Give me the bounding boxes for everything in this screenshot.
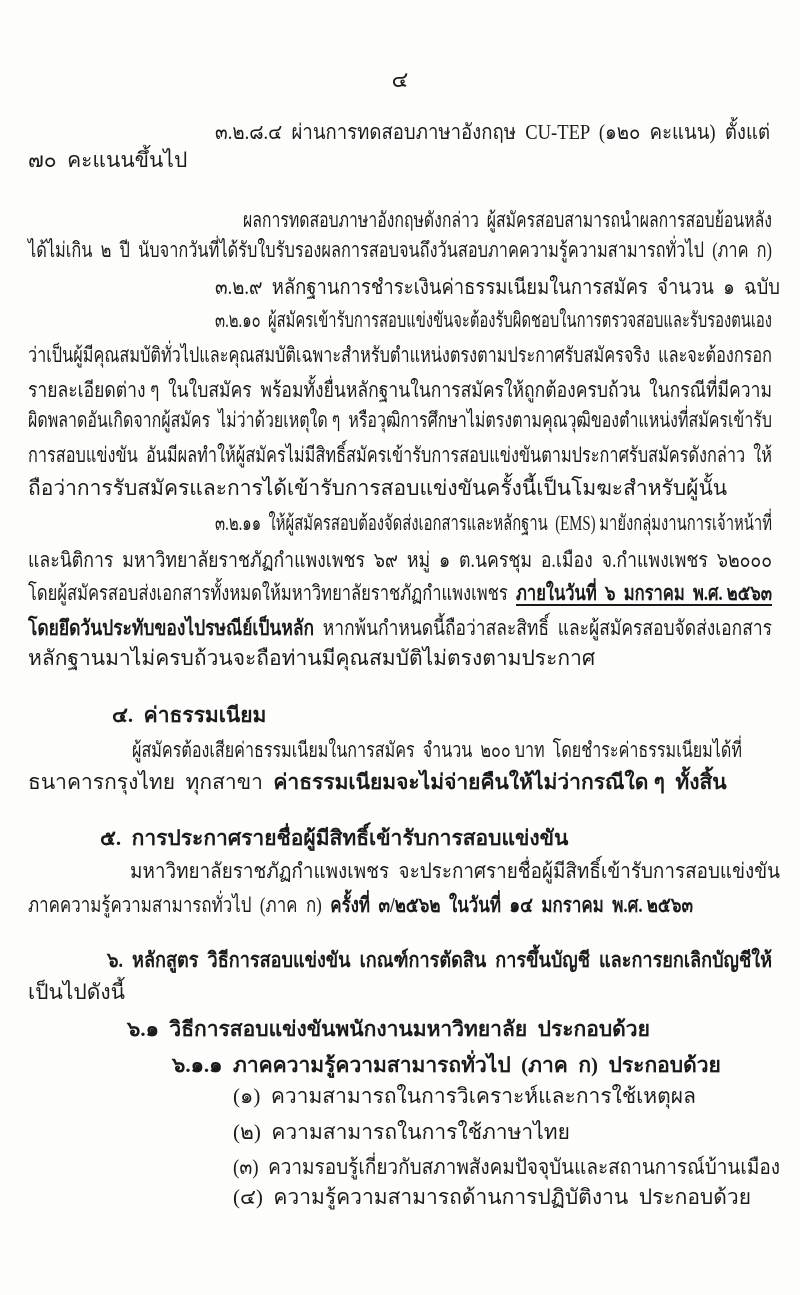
- text-line: [233, 1182, 751, 1212]
- text-segment: ผู้สมัครต้องเสียค่าธรรมเนียมในการสมัคร จำนวน ๒๐๐ บาท โดยชำระค่าธรรมเนียมได้ที่: [132, 738, 742, 762]
- text-segment: ๔. ค่าธรรมเนียม: [112, 703, 267, 727]
- text-line: [28, 405, 772, 435]
- text-line: [127, 1014, 650, 1044]
- text-line: [243, 205, 772, 235]
- text-line: [28, 235, 772, 265]
- text-line: [28, 440, 772, 470]
- text-segment: ถือว่าการรับสมัครและการได้เข้ารับการสอบแข่งขันครั้งนี้เป็นโมฆะสำหรับผู้นั้น: [28, 476, 728, 500]
- text-segment: หลักฐานมาไม่ครบถ้วนจะถือท่านมีคุณสมบัติไม่ตรงตามประกาศ: [28, 646, 596, 670]
- text-segment: ครั้งที่ ๓/๒๕๖๒ ในวันที่ ๑๔ มกราคม พ.ศ. ๒๕๖๓: [330, 893, 693, 917]
- text-segment: เป็นไปดังนี้: [28, 980, 126, 1004]
- text-segment: หากพ้นกำหนดนี้ถือว่าสละสิทธิ์ และผู้สมัครสอบจัดส่งเอกสาร: [314, 616, 772, 640]
- text-segment: โดยยึดวันประทับของไปรษณีย์เป็นหลัก: [28, 616, 315, 640]
- text-line: [28, 473, 727, 503]
- text-segment: ๖.๑ วิธีการสอบแข่งขันพนักงานมหาวิทยาลัย ประกอบด้วย: [127, 1017, 650, 1041]
- text-line: [28, 613, 772, 643]
- text-line: [112, 700, 266, 730]
- text-segment: ๖. หลักสูตร วิธีการสอบแข่งขัน เกณฑ์การตัดสิน การขึ้นบัญชี และการยกเลิกบัญชีให้: [107, 948, 772, 972]
- text-segment: ค่าธรรมเนียมจะไม่จ่ายคืนให้ไม่ว่ากรณีใด ๆ ทั้งสิ้น: [273, 770, 727, 794]
- text-line: [100, 823, 568, 853]
- text-segment: ๗๐ คะแนนขึ้นไป: [28, 148, 188, 172]
- text-segment: ๖.๑.๑ ภาคความรู้ความสามารถทั่วไป (ภาค ก) ประกอบด้วย: [172, 1053, 721, 1077]
- text-line: [172, 1050, 721, 1080]
- text-segment: ๓.๒.๘.๔ ผ่านการทดสอบภาษาอังกฤษ CU-TEP (๑๒๐ คะแนน) ตั้งแต่: [215, 120, 770, 144]
- text-line: [233, 1117, 570, 1147]
- text-segment: (๒) ความสามารถในการใช้ภาษาไทย: [233, 1120, 570, 1144]
- text-segment: โดยผู้สมัครสอบส่งเอกสารทั้งหมดให้มหาวิทยาลัยราชภัฏกำแพงเพชร: [28, 581, 517, 605]
- text-line: [130, 856, 780, 886]
- text-line: [215, 508, 772, 538]
- text-segment: การสอบแข่งขัน อันมีผลทำให้ผู้สมัครไม่มีสิทธิ์สมัครเข้ารับการสอบแข่งขันตามประกาศรับสมัครดังกล่าว ให้: [28, 443, 772, 467]
- text-segment: ๓.๒.๙ หลักฐานการชำระเงินค่าธรรมเนียมในการสมัคร จำนวน ๑ ฉบับ: [215, 275, 780, 299]
- text-line: [215, 117, 770, 147]
- page-number: ๔: [391, 67, 409, 92]
- text-segment: (๓) ความรอบรู้เกี่ยวกับสภาพสังคมปัจจุบันและสถานการณ์บ้านเมือง: [233, 1155, 780, 1179]
- text-line: [132, 735, 742, 765]
- text-line: [28, 643, 595, 673]
- text-segment: ภาคความรู้ความสามารถทั่วไป (ภาค ก): [28, 893, 331, 917]
- text-segment: ว่าเป็นผู้มีคุณสมบัติทั่วไปและคุณสมบัติเฉพาะสำหรับตำแหน่งตรงตามประกาศรับสมัครจริง และจะต้องกรอก: [28, 343, 772, 367]
- text-line: [28, 145, 187, 175]
- text-segment: ได้ไม่เกิน ๒ ปี นับจากวันที่ได้รับใบรับรองผลการสอบจนถึงวันสอบภาคความรู้ความสามารถทั่วไป (ภาค ก): [28, 238, 772, 262]
- text-segment: ผิดพลาดอันเกิดจากผู้สมัคร ไม่ว่าด้วยเหตุใด ๆ หรือวุฒิการศึกษาไม่ตรงตามคุณวุฒิของตำแหน่งที่สมัครเข้ารับ: [28, 408, 772, 432]
- text-segment: ๓.๒.๑๐ ผู้สมัครเข้ารับการสอบแข่งขันจะต้องรับผิดชอบในการตรวจสอบและรับรองตนเอง: [215, 308, 772, 332]
- text-line: [233, 1081, 696, 1111]
- text-line: [28, 375, 772, 405]
- text-line: [215, 272, 780, 302]
- text-line: [107, 945, 772, 975]
- text-line: [28, 545, 772, 575]
- text-segment: ภายในวันที่ ๖ มกราคม พ.ศ. ๒๕๖๓: [516, 581, 772, 605]
- text-segment: ธนาคารกรุงไทย ทุกสาขา: [28, 770, 274, 794]
- text-line: [28, 340, 772, 370]
- text-segment: ผลการทดสอบภาษาอังกฤษดังกล่าว ผู้สมัครสอบสามารถนำผลการสอบย้อนหลัง: [243, 208, 772, 232]
- text-segment: มหาวิทยาลัยราชภัฏกำแพงเพชร จะประกาศรายชื่อผู้มีสิทธิ์เข้ารับการสอบแข่งขัน: [130, 859, 780, 883]
- text-segment: และนิติการ มหาวิทยาลัยราชภัฏกำแพงเพชร ๖๙ หมู่ ๑ ต.นครชุม อ.เมือง จ.กำแพงเพชร ๖๒๐๐๐: [28, 548, 772, 572]
- text-line: [28, 578, 772, 608]
- text-segment: ๓.๒.๑๑ ให้ผู้สมัครสอบต้องจัดส่งเอกสารและหลักฐาน (EMS) มายังกลุ่มงานการเจ้าหน้าที่: [215, 511, 772, 535]
- text-segment: (๔) ความรู้ความสามารถด้านการปฏิบัติงาน ประกอบด้วย: [233, 1185, 751, 1209]
- text-segment: รายละเอียดต่าง ๆ ในใบสมัคร พร้อมทั้งยื่นหลักฐานในการสมัครให้ถูกต้องครบถ้วน ในกรณีที่มีความ: [28, 378, 772, 402]
- text-line: [28, 890, 693, 920]
- text-line: [233, 1152, 780, 1182]
- text-line: [28, 977, 125, 1007]
- text-line: [215, 305, 772, 335]
- text-line: [28, 767, 727, 797]
- text-segment: (๑) ความสามารถในการวิเคราะห์และการใช้เหตุผล: [233, 1084, 696, 1108]
- text-segment: ๕. การประกาศรายชื่อผู้มีสิทธิ์เข้ารับการสอบแข่งขัน: [100, 826, 569, 850]
